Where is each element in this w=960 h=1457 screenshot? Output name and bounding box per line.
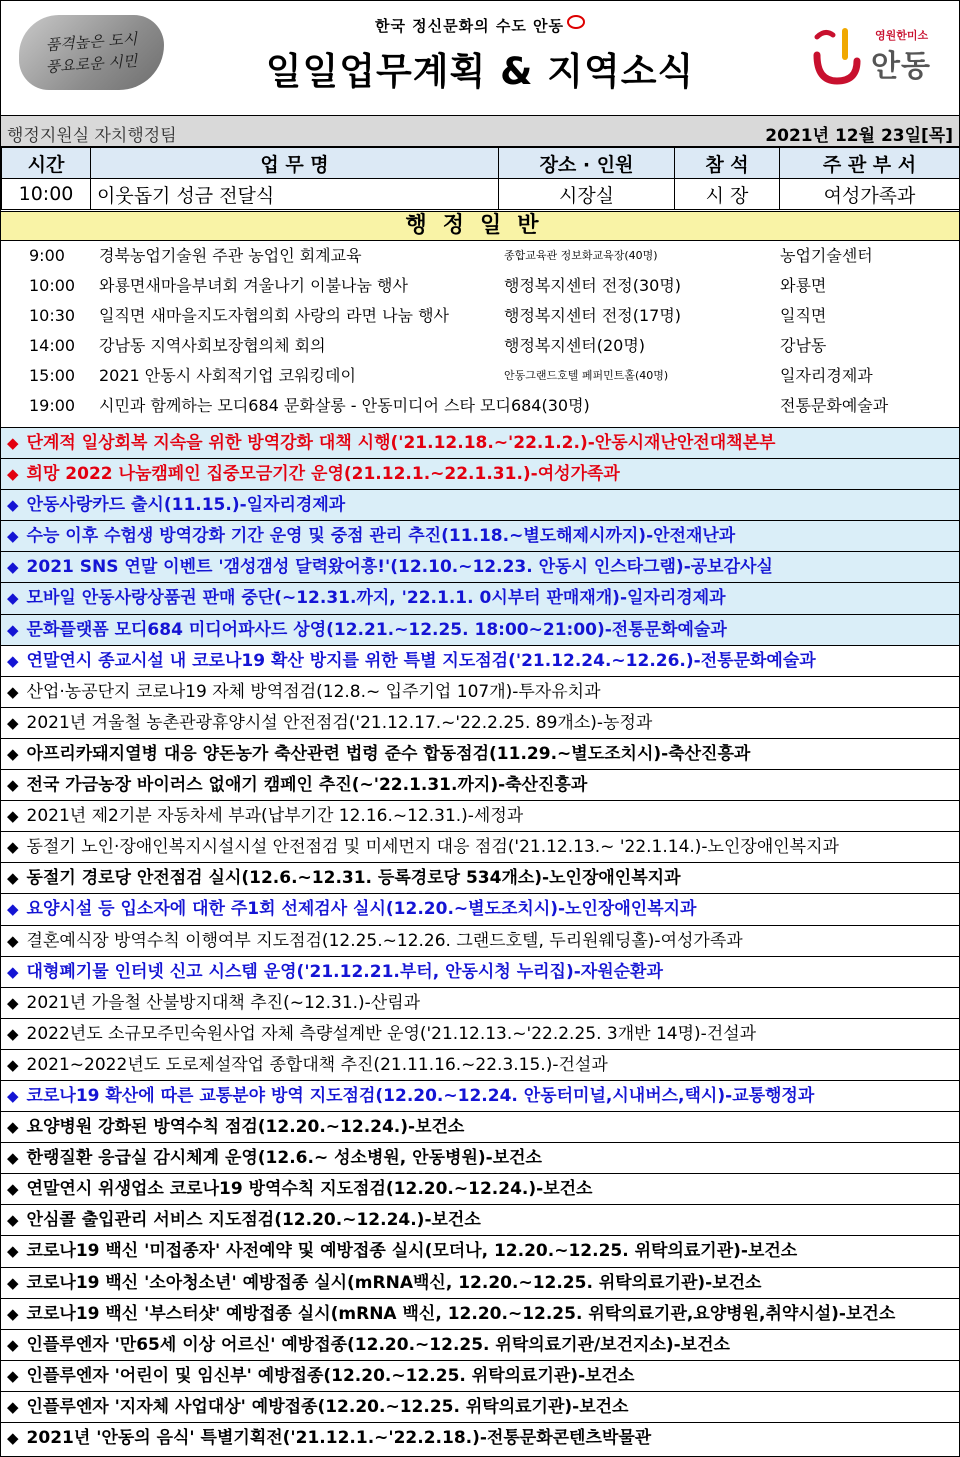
- notice-text: 2021년 겨울철 농촌관광휴양시설 안전점검('21.12.17.~'22.2.25. 89개소)-농정과: [26, 712, 653, 733]
- notice-item: [1, 427, 959, 458]
- notice-text: 연말연시 위생업소 코로나19 방역수칙 지도점검(12.20.~12.24.)-보건소: [26, 1179, 593, 1200]
- notice-item: [1, 862, 959, 893]
- notice-item: [1, 520, 959, 551]
- diamond-bullet-icon: ◆: [7, 496, 19, 515]
- diamond-bullet-icon: ◆: [7, 900, 19, 919]
- notice-text: 수능 이후 수험생 방역강화 기간 운영 및 중점 관리 추진(11.18.~별도해제시까지)-안전재난과: [26, 526, 736, 547]
- notice-item: [1, 1391, 959, 1422]
- notice-item: [1, 1049, 959, 1080]
- subtitle-text: 한국 정신문화의 수도 안동: [374, 17, 565, 35]
- notice-text: 산업·농공단지 코로나19 자체 방역점검(12.8.~ 입주기업 107개)-투자유치과: [26, 681, 601, 702]
- notice-item: [1, 956, 959, 987]
- notice-item: [1, 582, 959, 613]
- diamond-bullet-icon: ◆: [7, 1335, 19, 1354]
- notice-item: [1, 1422, 959, 1453]
- header: [1, 1, 959, 111]
- diamond-bullet-icon: ◆: [7, 620, 19, 639]
- notice-item: [1, 987, 959, 1018]
- schedule-dept: 농업기술센터: [780, 246, 873, 265]
- notice-item: [1, 458, 959, 489]
- diamond-bullet-icon: ◆: [7, 1429, 19, 1447]
- notice-text: 요양병원 강화된 방역수칙 점검(12.20.~12.24.)-보건소: [26, 1117, 465, 1138]
- schedule-row: [1, 271, 959, 301]
- schedule-time: 9:00: [29, 246, 65, 265]
- notice-item: [1, 614, 959, 645]
- diamond-bullet-icon: ◆: [7, 682, 19, 701]
- diamond-bullet-icon: ◆: [7, 962, 19, 981]
- notice-text: 2021~2022년도 도로제설작업 종합대책 추진(21.11.16.~22.3.15.)-건설과: [26, 1054, 608, 1075]
- table-row: [2, 179, 960, 210]
- section-banner: 행정일반: [1, 211, 959, 241]
- notice-text: 코로나19 확산에 따른 교통분야 방역 지도점검(12.20.~12.24. 안동터미널,시내버스,택시)-교통행정과: [26, 1085, 815, 1106]
- diamond-bullet-icon: ◆: [7, 776, 19, 795]
- schedule-row: [1, 301, 959, 331]
- schedule-place: 행정복지센터 전정(30명): [504, 276, 682, 295]
- col-attend-header: 참 석: [675, 148, 780, 179]
- notice-item: [1, 676, 959, 707]
- notice-item: [1, 1142, 959, 1173]
- andong-symbol-icon: [811, 27, 861, 85]
- schedule-name: 와룡면새마을부녀회 겨울나기 이불나눔 행사: [99, 276, 408, 295]
- notice-item: [1, 1298, 959, 1329]
- main-event-attend: 시 장: [675, 179, 780, 210]
- diamond-bullet-icon: ◆: [7, 1086, 19, 1105]
- schedule-row: [1, 331, 959, 361]
- schedule-time: 14:00: [29, 336, 76, 355]
- notice-text: 인플루엔자 '만65세 이상 어르신' 예방접종(12.20.~12.25. 위탁의료기관/보건지소)-보건소: [26, 1334, 730, 1355]
- notice-text: 동절기 노인·장애인복지시설시설 안전점검 및 미세먼지 대응 점검('21.12.13.~ '22.1.14.)-노인장애인복지과: [26, 837, 839, 858]
- report-date: 2021년 12월 23일[목]: [765, 126, 953, 146]
- diamond-bullet-icon: ◆: [7, 651, 19, 670]
- schedule-place: 행정복지센터(20명): [504, 336, 646, 355]
- notice-text: 전국 가금농장 바이러스 없애기 캠페인 추진(~'22.1.31.까지)-축산진흥과: [26, 775, 588, 796]
- diamond-bullet-icon: ◆: [7, 931, 19, 950]
- notice-list: [1, 427, 959, 1453]
- diamond-bullet-icon: ◆: [7, 1366, 19, 1385]
- col-task-header: 업 무 명: [91, 148, 499, 179]
- schedule-name: 일직면 새마을지도자협의회 사랑의 라면 나눔 행사: [99, 306, 450, 325]
- schedule-list: [1, 241, 959, 421]
- notice-item: [1, 1235, 959, 1266]
- schedule-row: [1, 361, 959, 391]
- notice-text: 아프리카돼지열병 대응 양돈농가 축산관련 법령 준수 합동점검(11.29.~별도조치시)-축산진흥과: [26, 743, 751, 764]
- diamond-bullet-icon: ◆: [7, 1242, 19, 1261]
- schedule-dept: 강남동: [780, 336, 827, 355]
- schedule-name: 강남동 지역사회보장협의체 회의: [99, 336, 326, 355]
- diamond-bullet-icon: ◆: [7, 558, 19, 577]
- main-event-dept: 여성가족과: [780, 179, 960, 210]
- main-event-time: 10:00: [2, 179, 91, 210]
- notice-text: 대형폐기물 인터넷 신고 시스템 운영('21.12.21.부터, 안동시청 누리집)-자원순환과: [26, 961, 663, 982]
- schedule-time: 19:00: [29, 396, 76, 415]
- diamond-bullet-icon: ◆: [7, 993, 19, 1012]
- notice-item: [1, 1267, 959, 1298]
- main-event-table: [1, 147, 960, 210]
- notice-item: [1, 1111, 959, 1142]
- diamond-bullet-icon: ◆: [7, 1118, 19, 1137]
- notice-text: 단계적 일상회복 지속을 위한 방역강화 대책 시행('21.12.18.~'22.1.2.)-안동시재난안전대책본부: [26, 433, 776, 453]
- notice-text: 2021년 가을철 산불방지대책 추진(~12.31.)-산림과: [26, 992, 421, 1013]
- notice-text: 2022년도 소규모주민숙원사업 자체 측량설계반 운영('21.12.13.~'22.2.25. 3개반 14명)-건설과: [26, 1023, 757, 1044]
- diamond-bullet-icon: ◆: [7, 838, 19, 857]
- notice-text: 2021 SNS 연말 이벤트 '갬성갬성 달력왔어흥!'(12.10.~12.23. 안동시 인스타그램)-공보감사실: [26, 557, 773, 578]
- schedule-dept: 일직면: [780, 306, 827, 325]
- logo-tagline: 영원한미소: [875, 29, 929, 42]
- info-bar: [1, 115, 959, 147]
- notice-text: 인플루엔자 '지자체 사업대상' 예방접종(12.20.~12.25. 위탁의료기관)-보건소: [26, 1396, 629, 1417]
- main-event-task: 이웃돕기 성금 전달식: [91, 179, 499, 210]
- diamond-bullet-icon: ◆: [7, 1024, 19, 1043]
- logo-name: 안동: [871, 49, 931, 84]
- table-header-row: [2, 148, 960, 179]
- notice-text: 2021년 제2기분 자동차세 부과(납부기간 12.16.~12.31.)-세정과: [26, 806, 524, 827]
- notice-item: [1, 800, 959, 831]
- schedule-dept: 와룡면: [780, 276, 827, 295]
- notice-item: [1, 645, 959, 676]
- diamond-bullet-icon: ◆: [7, 465, 19, 484]
- diamond-bullet-icon: ◆: [7, 1149, 19, 1168]
- schedule-place: 종합교육관 정보화교육장(40명): [504, 249, 658, 262]
- notice-item: [1, 831, 959, 862]
- notice-item: [1, 738, 959, 769]
- notice-text: 인플루엔자 '어린이 및 임신부' 예방접종(12.20.~12.25. 위탁의료기관)-보건소: [26, 1365, 635, 1386]
- notice-item: [1, 1173, 959, 1204]
- schedule-dept: 일자리경제과: [780, 366, 873, 385]
- notice-item: [1, 893, 959, 924]
- notice-text: 요양시설 등 입소자에 대한 주1회 선제검사 실시(12.20.~별도조치시)-노인장애인복지과: [26, 899, 697, 920]
- notice-item: [1, 707, 959, 738]
- schedule-name: 시민과 함께하는 모디684 문화살롱 - 안동미디어 스타 모디684(30명): [99, 396, 590, 415]
- diamond-bullet-icon: ◆: [7, 527, 19, 546]
- notice-item: [1, 1360, 959, 1391]
- notice-item: [1, 1018, 959, 1049]
- notice-item: [1, 925, 959, 956]
- col-place-header: 장소 · 인원: [499, 148, 675, 179]
- notice-text: 동절기 경로당 안전점검 실시(12.6.~12.31. 등록경로당 534개소)-노인장애인복지과: [26, 868, 681, 889]
- diamond-bullet-icon: ◆: [7, 807, 19, 826]
- diamond-bullet-icon: ◆: [7, 1055, 19, 1074]
- notice-item: [1, 1329, 959, 1360]
- notice-item: [1, 1080, 959, 1111]
- schedule-time: 15:00: [29, 366, 76, 385]
- notice-text: 코로나19 백신 '부스터샷' 예방접종 실시(mRNA 백신, 12.20.~12.25. 위탁의료기관,요양병원,취약시설)-보건소: [26, 1303, 896, 1324]
- diamond-bullet-icon: ◆: [7, 1304, 19, 1323]
- diamond-bullet-icon: ◆: [7, 589, 19, 608]
- notice-text: 안동사랑카드 출시(11.15.)-일자리경제과: [26, 495, 346, 516]
- notice-text: 한랭질환 응급실 감시체계 운영(12.6.~ 성소병원, 안동병원)-보건소: [26, 1148, 542, 1169]
- diamond-bullet-icon: ◆: [7, 869, 19, 888]
- slogan-line-1: 품격높은 도시: [45, 29, 138, 55]
- schedule-name: 2021 안동시 사회적기업 코워킹데이: [99, 366, 356, 385]
- notice-item: [1, 489, 959, 520]
- diamond-bullet-icon: ◆: [7, 713, 19, 732]
- col-time-header: 시간: [2, 148, 91, 179]
- notice-item: [1, 769, 959, 800]
- schedule-name: 경북농업기술원 주관 농업인 회계교육: [99, 246, 362, 265]
- notice-text: 코로나19 백신 '소아청소년' 예방접종 실시(mRNA백신, 12.20.~12.25. 위탁의료기관)-보건소: [26, 1272, 762, 1293]
- notice-text: 연말연시 종교시설 내 코로나19 확산 방지를 위한 특별 지도점검('21.12.24.~12.26.)-전통문화예술과: [26, 650, 816, 671]
- diamond-bullet-icon: ◆: [7, 1397, 19, 1416]
- notice-text: 희망 2022 나눔캠페인 집중모금기간 운영(21.12.1.~22.1.31.)-여성가족과: [26, 464, 620, 485]
- schedule-row: [1, 241, 959, 271]
- andong-logo: [809, 23, 949, 93]
- schedule-dept: 전통문화예술과: [780, 396, 889, 415]
- diamond-bullet-icon: ◆: [7, 434, 19, 452]
- main-event-place: 시장실: [499, 179, 675, 210]
- schedule-row: [1, 391, 959, 421]
- notice-item: [1, 1204, 959, 1235]
- diamond-bullet-icon: ◆: [7, 1273, 19, 1292]
- notice-text: 2021년 '안동의 음식' 특별기획전('21.12.1.~'22.2.18.)-전통문화콘텐츠박물관: [26, 1428, 652, 1448]
- notice-text: 안심콜 출입관리 서비스 지도점검(12.20.~12.24.)-보건소: [26, 1210, 481, 1231]
- schedule-place: 행정복지센터 전정(17명): [504, 306, 682, 325]
- notice-text: 모바일 안동사랑상품권 판매 중단(~12.31.까지, '22.1.1. 0시부터 판매재개)-일자리경제과: [26, 588, 726, 609]
- notice-text: 결혼예식장 방역수칙 이행여부 지도점검(12.25.~12.26. 그랜드호텔, 두리원웨딩홀)-여성가족과: [26, 930, 743, 951]
- notice-item: [1, 551, 959, 582]
- diamond-bullet-icon: ◆: [7, 1211, 19, 1230]
- notice-text: 코로나19 백신 '미접종자' 사전예약 및 예방접종 실시(모더나, 12.20.~12.25. 위탁의료기관)-보건소: [26, 1241, 798, 1262]
- col-dept-header: 주 관 부 서: [780, 148, 960, 179]
- schedule-time: 10:30: [29, 306, 76, 325]
- diamond-bullet-icon: ◆: [7, 744, 19, 763]
- smile-mark-icon: [567, 15, 585, 29]
- diamond-bullet-icon: ◆: [7, 1180, 19, 1199]
- schedule-time: 10:00: [29, 276, 76, 295]
- page-title: 일일업무계획 & 지역소식: [265, 50, 695, 93]
- schedule-place: 안동그랜드호텔 페퍼민트홀(40명): [504, 369, 669, 382]
- slogan-line-2: 풍요로운 시민: [45, 51, 138, 77]
- team-name: 행정지원실 자치행정팀: [7, 126, 177, 146]
- notice-text: 문화플랫폼 모디684 미디어파사드 상영(12.21.~12.25. 18:00~21:00)-전통문화예술과: [26, 619, 727, 640]
